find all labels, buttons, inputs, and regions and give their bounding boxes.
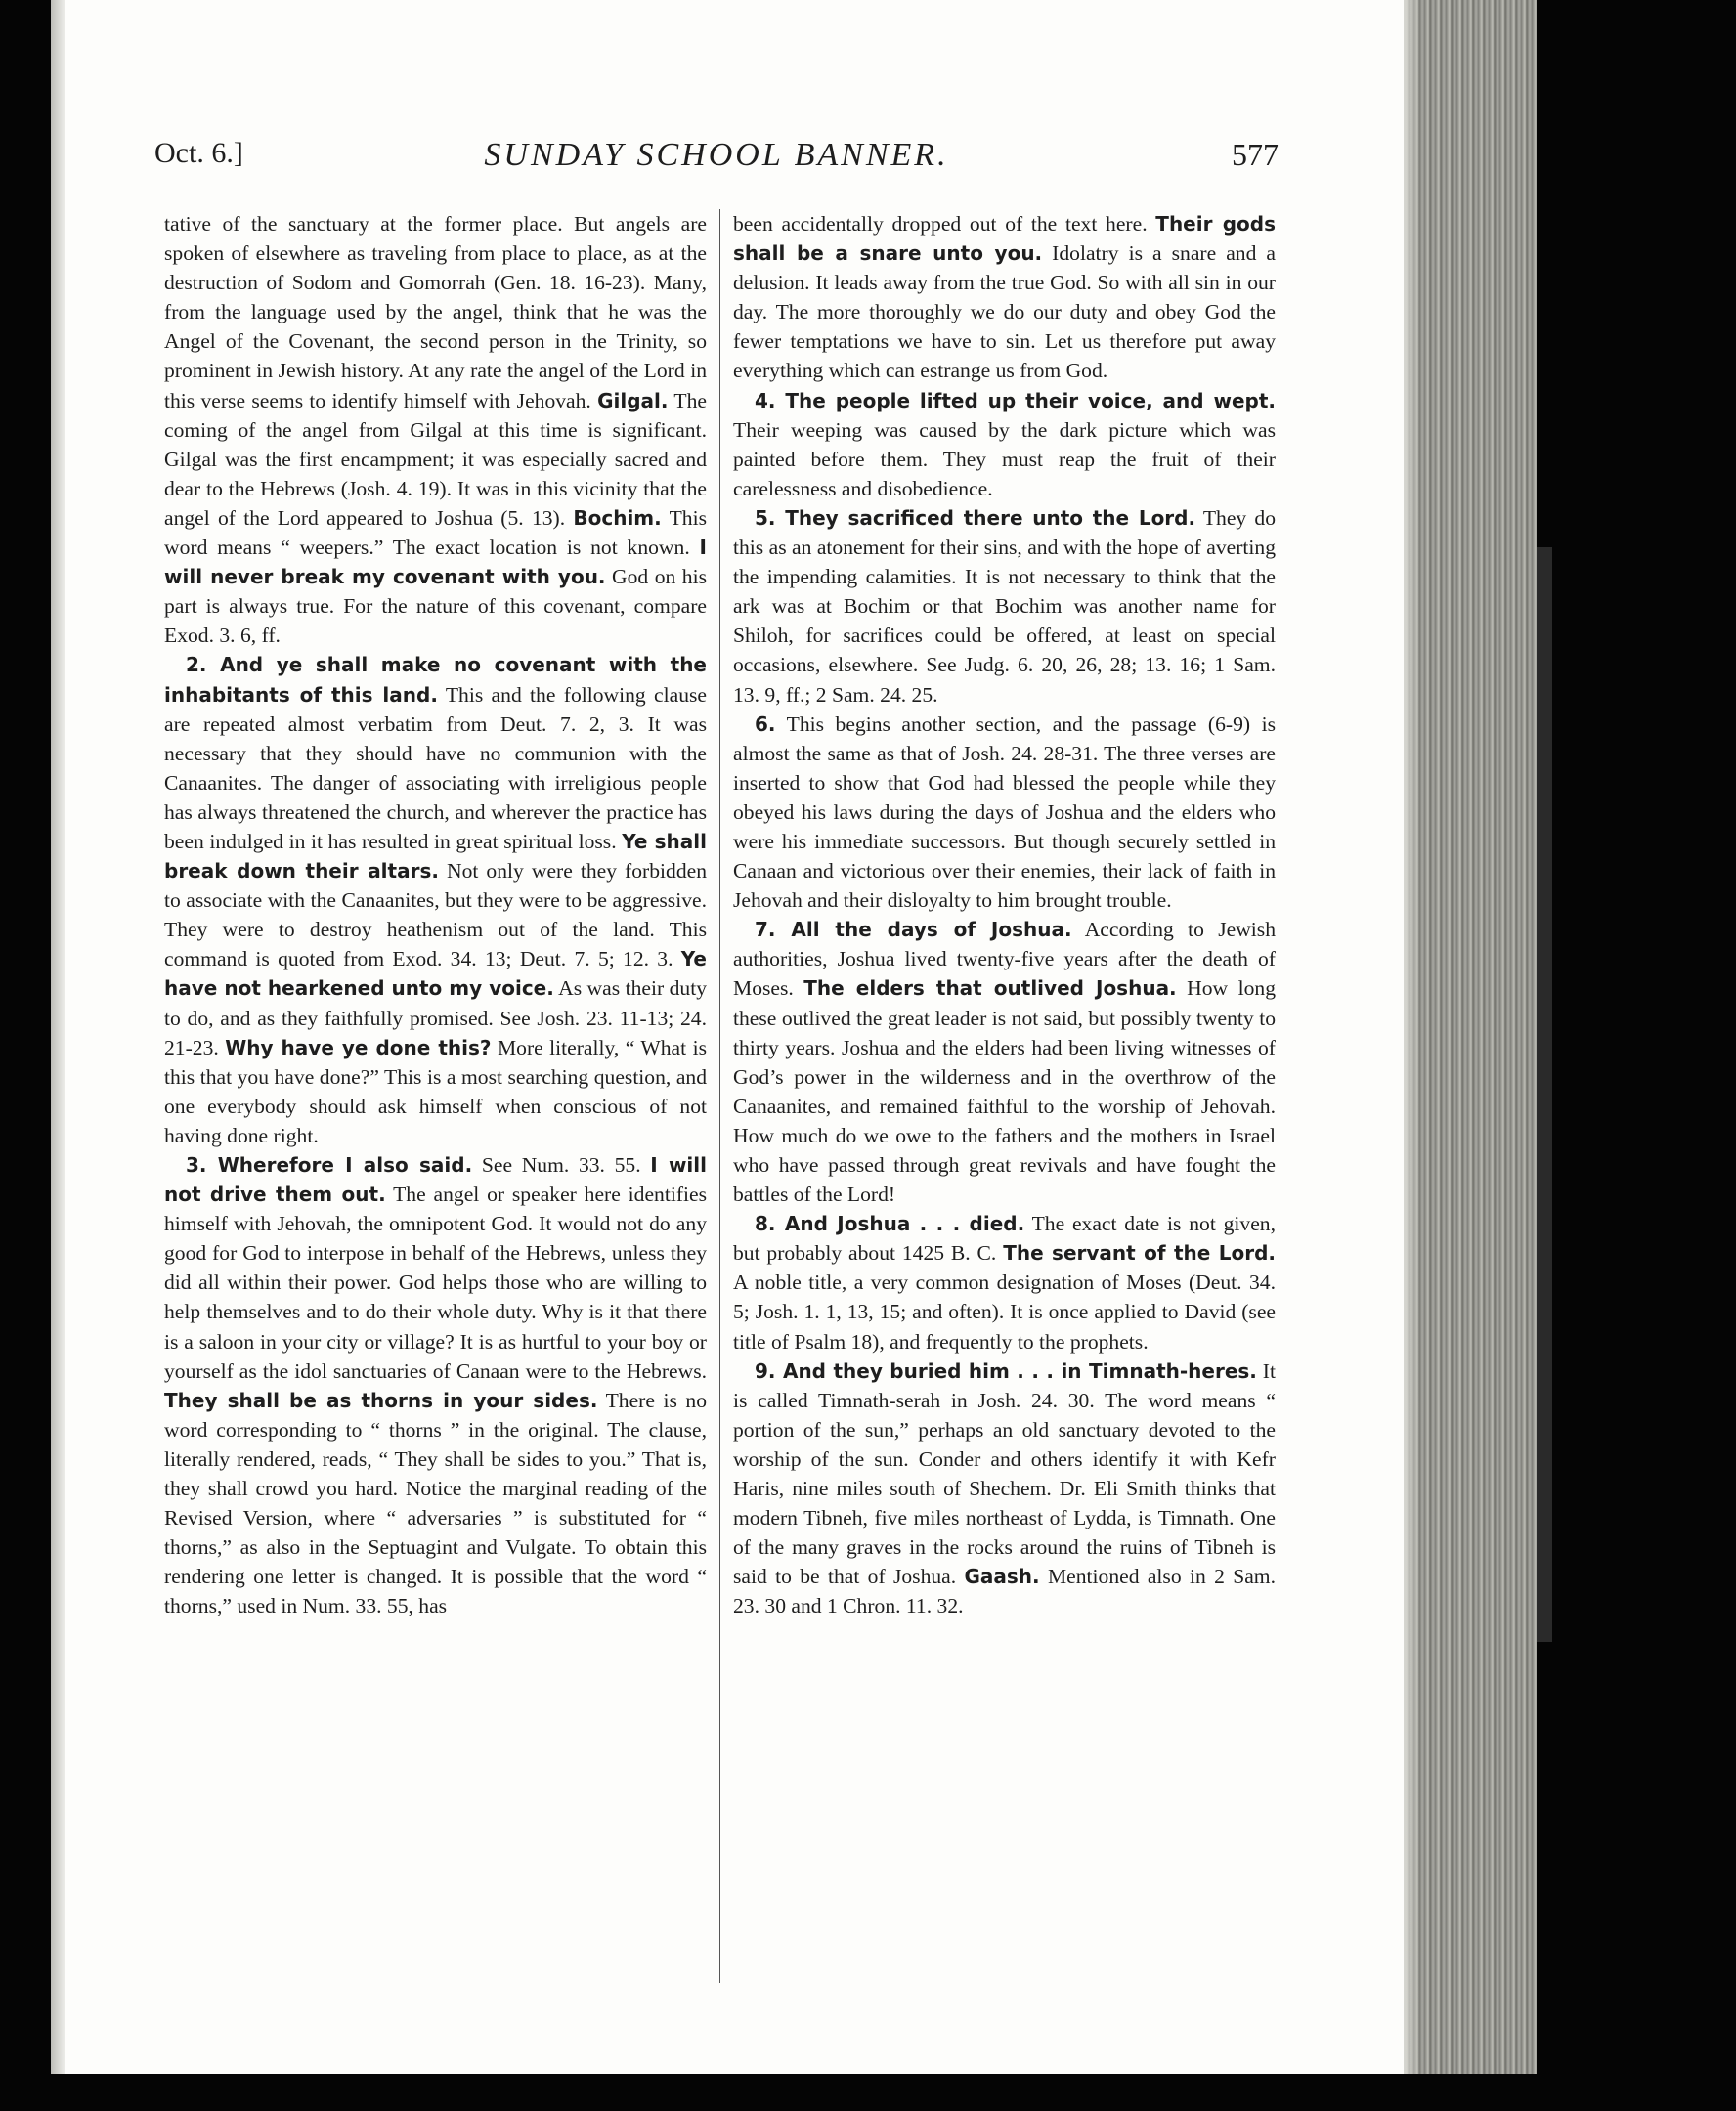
body-text: Mentioned also in 2 Sam. 23. 30 and 1 Chron. 11. 32. [733, 1565, 1276, 1618]
paragraph-p-verse-6 [733, 710, 1276, 916]
bold-verse-heading: 8. And Joshua . . . died. [755, 1212, 1025, 1236]
page-number: 577 [1232, 137, 1279, 172]
body-text: According to Jewish authorities, Joshua lived twenty-five years after the death of Moses. [733, 918, 1276, 1001]
book-page-edges [1404, 0, 1537, 2111]
bold-verse-heading: They shall be as thorns in your sides. [164, 1388, 598, 1412]
body-text: The coming of the angel from Gilgal at this time is significant. Gilgal was the first encampment; it was especially sacred and dear to the Hebrews (Josh. 4. 19). It was in this vicinity that the angel of the Lord appeared to Joshua (5. 13). [164, 388, 707, 530]
bold-verse-heading: 7. All the days of Joshua. [755, 918, 1072, 942]
column-divider [719, 209, 720, 1983]
issue-date: Oct. 6.] [154, 137, 243, 169]
right-text-column [733, 209, 1276, 1621]
page-edge-shade [1404, 0, 1421, 2111]
paragraph-p-verse-7 [733, 915, 1276, 1209]
paragraph-p-verse-4 [733, 386, 1276, 503]
bold-verse-heading: Their gods shall be a snare unto you. [733, 212, 1276, 266]
bold-verse-heading: I will never break my covenant with you. [164, 536, 707, 589]
body-text: God on his part is always true. For the nature of this covenant, compare Exod. 3. 6, ff. [164, 565, 707, 648]
body-text: Not only were they forbidden to associate with the Canaanites, but they were to be aggressive. They were to destroy heathenism out of the land. This command is quoted from Exod. 34. 13; Deut. 7. 5; 12. 3. [164, 859, 707, 971]
body-text: A noble title, a very common designation of Moses (Deut. 34. 5; Josh. 1. 1, 13, 15; and often). It is once applied to David (see title of Psalm 18), and frequently to the prophets. [733, 1271, 1276, 1354]
body-text: This word means “ weepers.” The exact location is not known. [164, 505, 707, 560]
bold-verse-heading: Gaash. [964, 1565, 1040, 1589]
bold-verse-heading: Why have ye done this? [225, 1035, 492, 1059]
body-text: They do this as an atonement for their sins, and with the hope of averting the impending calamities. It is not necessary to think that the ark was at Bochim or that Bochim was another name for Shiloh, for sacrifices could be offered, at least on special occasions, elsewhere. See Judg. 6. 20, 26, 28; 13. 16; 1 Sam. 13. 9, ff.; 2 Sam. 24. 25. [733, 505, 1276, 707]
bold-verse-heading: The servant of the Lord. [1003, 1241, 1276, 1266]
bold-verse-heading: Gilgal. [597, 388, 669, 412]
bold-verse-heading: The elders that outlived Joshua. [803, 976, 1177, 1001]
body-text: It is called Timnath-serah in Josh. 24. 30. The word means “ portion of the sun,” perhaps an old sanctuary devoted to the worship of the sun. Conder and others identify it with Kefr Haris, nine miles south of Shechem. Dr. Eli Smith thinks that modern Tibneh, five miles northeast of Lydda, is Timnath. One of the many graves in the rocks around the ruins of Tibneh is said to be that of Joshua. [733, 1358, 1277, 1589]
scan-background [1537, 0, 1736, 2111]
paragraph-p-cont [733, 209, 1276, 386]
bold-verse-heading: 5. They sacrificed there unto the Lord. [755, 505, 1196, 530]
body-text: More literally, “ What is this that you have done?” This is a most searching question, and one everybody should ask himself when conscious of not having done right. [164, 1035, 707, 1147]
scan-bottom-border [0, 2074, 1736, 2111]
left-text-column [164, 209, 707, 1621]
running-header [154, 137, 1279, 195]
bold-verse-heading: 6. [755, 711, 776, 736]
body-text: The angel or speaker here identifies himself with Jehovah, the omnipotent God. It would not do any good for God to interpose in behalf of the Hebrews, unless they did all within their power. God helps those who are willing to help themselves and to do their whole duty. Why is it that there is a saloon in your city or village? It is as hurtful to your boy or yourself as the idol sanctuaries of Canaan were to the Hebrews. [164, 1183, 708, 1383]
bold-verse-heading: I will not drive them out. [164, 1153, 707, 1207]
paragraph-p-verse-5 [733, 503, 1276, 710]
body-text: tative of the sanctuary at the former place. But angels are spoken of elsewhere as traveling from place to place, as at the destruction of Sodom and Gomorrah (Gen. 18. 16-23). Many, from the language used by the angel, think that he was the Angel of the Covenant, the second person in the Trinity, so prominent in Jewish history. At any rate the angel of the Lord in this verse seems to identify himself with Jehovah. [164, 212, 707, 412]
body-text: The exact date is not given, but probably about 1425 B. C. [733, 1212, 1276, 1266]
bold-verse-heading: Ye have not hearkened unto my voice. [164, 947, 707, 1001]
body-text: This and the following clause are repeated almost verbatim from Deut. 7. 2, 3. It was necessary that they should have no communion with the Canaanites. The danger of associating with irreligious people has always threatened the church, and wherever the practice has been indulged in it has resulted in great spiritual loss. [164, 682, 707, 853]
page-tab-marker [1537, 547, 1552, 1642]
left-page-edge [51, 0, 65, 2111]
bold-verse-heading: Bochim. [573, 505, 662, 530]
body-text: This begins another section, and the passage (6-9) is almost the same as that of Josh. 24. 28-31. The three verses are inserted to show that God had blessed the people while they obeyed his laws during the days of Joshua and the elders who were his immediate successors. But though securely settled in Canaan and victorious over their enemies, their lack of faith in Jehovah and their disloyalty to him brought trouble. [733, 711, 1276, 913]
body-text: There is no word corresponding to “ thorns ” in the original. The clause, literally rendered, reads, “ They shall be sides to you.” That is, they shall crowd you hard. Notice the marginal reading of the Revised Version, where “ adversaries ” is substituted for “ thorns,” as also in the Septuagint and Vulgate. To obtain this rendering one letter is changed. It is possible that the word “ thorns,” used in Num. 33. 55, has [164, 1388, 708, 1618]
body-text: been accidentally dropped out of the text here. [733, 212, 1156, 236]
bold-verse-heading: Ye shall break down their altars. [164, 829, 707, 883]
left-page-gutter-shadow [0, 0, 51, 2111]
body-text: How long these outlived the great leader is not said, but possibly twenty to thirty years. Joshua and the elders had been living witnesses of God’s power in the wilderness and in the overthrow of the Canaanites, and remained faithful to the worship of Jehovah. How much do we owe to the fathers and the mothers in Israel who have passed through great revivals and have fought the battles of the Lord! [733, 976, 1277, 1207]
body-text: Their weeping was caused by the dark picture which was painted before them. They must reap the fruit of their carelessness and disobedience. [733, 417, 1276, 500]
bold-verse-heading: 9. And they buried him . . . in Timnath-heres. [755, 1358, 1257, 1383]
body-text: As was their duty to do, and as they faithfully promised. See Josh. 23. 11-13; 24. 21-23. [164, 976, 707, 1059]
paragraph-p-intro [164, 209, 707, 650]
bold-verse-heading: 2. And ye shall make no covenant with the inhabitants of this land. [164, 653, 707, 707]
paragraph-p-verse-8 [733, 1209, 1276, 1356]
magazine-title: SUNDAY SCHOOL BANNER. [484, 137, 949, 173]
paragraph-p-verse-9 [733, 1357, 1276, 1621]
paragraph-p-verse-2 [164, 650, 707, 1150]
bold-verse-heading: 4. The people lifted up their voice, and wept. [755, 388, 1276, 412]
bold-verse-heading: 3. Wherefore I also said. [186, 1153, 473, 1177]
body-text: Idolatry is a snare and a delusion. It leads away from the true God. So with all sin in our day. The more thoroughly we do our duty and obey God the fewer temptations we have to sin. Let us therefore put away everything which can estrange us from God. [733, 241, 1276, 383]
body-text: See Num. 33. 55. [472, 1153, 651, 1177]
paragraph-p-verse-3 [164, 1150, 707, 1621]
